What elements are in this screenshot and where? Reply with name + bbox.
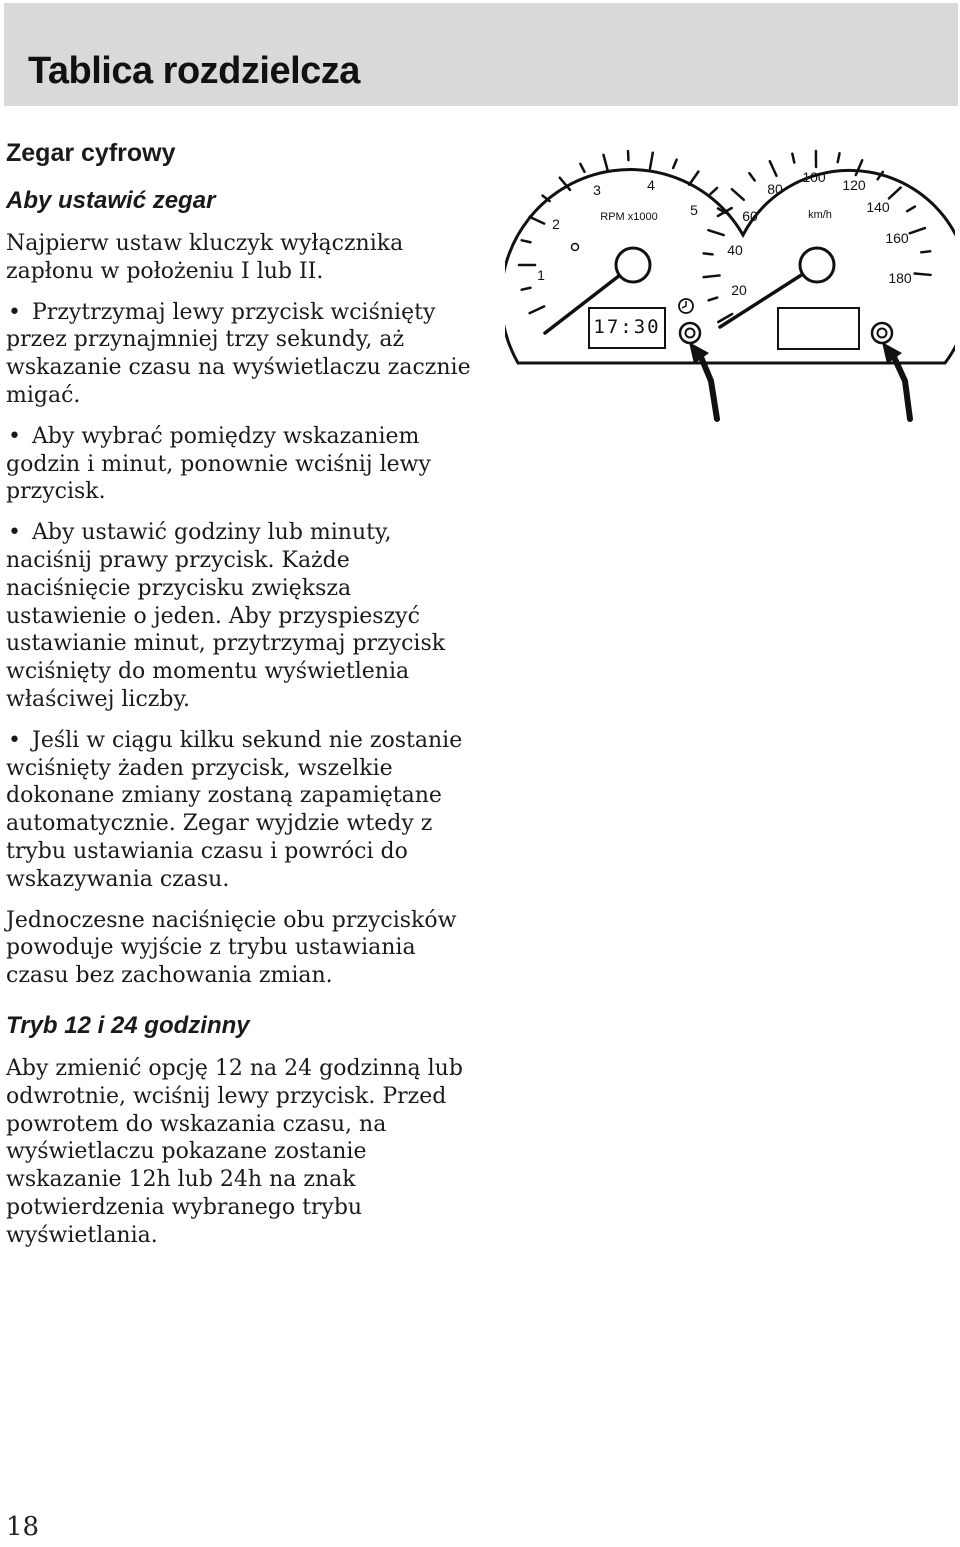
minor-tick [749,173,754,180]
speed-label: 160 [885,230,909,246]
odometer-display [778,308,859,349]
bullet-icon: • [8,423,21,449]
speed-unit: km/h [808,209,832,221]
bullet-item [6,423,476,506]
major-tick [770,161,777,176]
main-content [6,138,476,1263]
speed-label: 60 [742,208,758,224]
page-number: 18 [6,1512,40,1542]
instrument-cluster-illustration [505,135,955,435]
rpm-label: 2 [552,216,560,232]
major-tick [689,172,698,185]
bullet-icon: • [8,727,21,753]
intro-paragraph: Najpierw ustaw kluczyk wyłącznika zapłonu w położeniu I lub II. [6,231,404,284]
bullet-text: Jeśli w ciągu kilku sekund nie zostanie wciśnięty żaden przycisk, wszelkie dokonane zmiany zostaną zapamiętane automatycznie. Zegar wyjdzie wtedy z trybu ustawiania czasu i powróci do wskazywania czasu. [6,727,463,892]
major-tick [915,274,931,275]
speed-label: 20 [731,282,747,298]
rpm-label: 1 [537,267,545,283]
major-tick [732,189,744,200]
minor-tick [673,160,676,168]
speed-hub [800,248,834,282]
major-tick [650,153,653,169]
bullet-text: Aby ustawić godziny lub minuty, naciśnij prawy przycisk. Każde naciśnięcie przycisku zwiększa ustawienie o jeden. Aby przyspieszyć ustawianie minut, przytrzymaj przycisk wciśnięty do momentu wyświetlenia właściwej liczby. [6,520,446,712]
minor-tick [921,251,930,252]
minor-tick [838,153,840,162]
bullet-icon: • [8,299,21,325]
bullet-icon: • [8,520,21,546]
left-clock-button [680,323,700,343]
rpm-label: 4 [647,177,655,193]
speed-label: 180 [888,270,912,286]
major-tick [704,275,720,277]
minor-tick [710,188,717,194]
speed-label: 100 [802,169,826,185]
major-tick [603,155,607,170]
page-title: Tablica rozdzielcza [28,50,360,92]
rpm-label: 3 [593,182,601,198]
bullet-text: Przytrzymaj lewy przycisk wciśnięty przez przynajmniej trzy sekundy, aż wskazanie czasu na wyświetlaczu zacznie migać. [6,299,471,408]
section2-paragraph: Aby zmienić opcję 12 na 24 godzinną lub odwrotnie, wciśnij lewy przycisk. Przed powrotem do wskazania czasu, na wyświetlaczu pokazane zostanie wskazanie 12h lub 24h na znak potwierdzenia wybranego trybu wyświetlania. [6,1055,463,1248]
section-subtitle: Aby ustawić zegar [6,187,216,214]
rpm-unit: RPM x1000 [600,211,658,223]
speed-label: 40 [727,242,743,258]
minor-tick [704,253,713,254]
speed-label: 140 [866,199,890,215]
right-clock-button [872,323,892,343]
bullet-item [6,299,476,410]
section-title: Zegar cyfrowy [6,139,176,167]
bullet-text: Aby wybrać pomiędzy wskazaniem godzin i minut, ponownie wciśnij lewy przycisk. [6,423,431,505]
bullet-item [6,519,476,714]
section2-subtitle: Tryb 12 i 24 godzinny [6,1011,250,1039]
bullet-item [6,727,476,894]
speed-label: 120 [842,177,866,193]
minor-tick [792,154,794,163]
clock-display-time: 17:30 [593,316,661,338]
rpm-hub [616,248,650,282]
speed-label: 80 [767,181,783,197]
closing-paragraph: Jednoczesne naciśnięcie obu przycisków powoduje wyjście z trybu ustawiania czasu bez zachowania zmian. [6,907,457,989]
rpm-label: 5 [690,202,698,218]
minor-tick [580,164,584,172]
